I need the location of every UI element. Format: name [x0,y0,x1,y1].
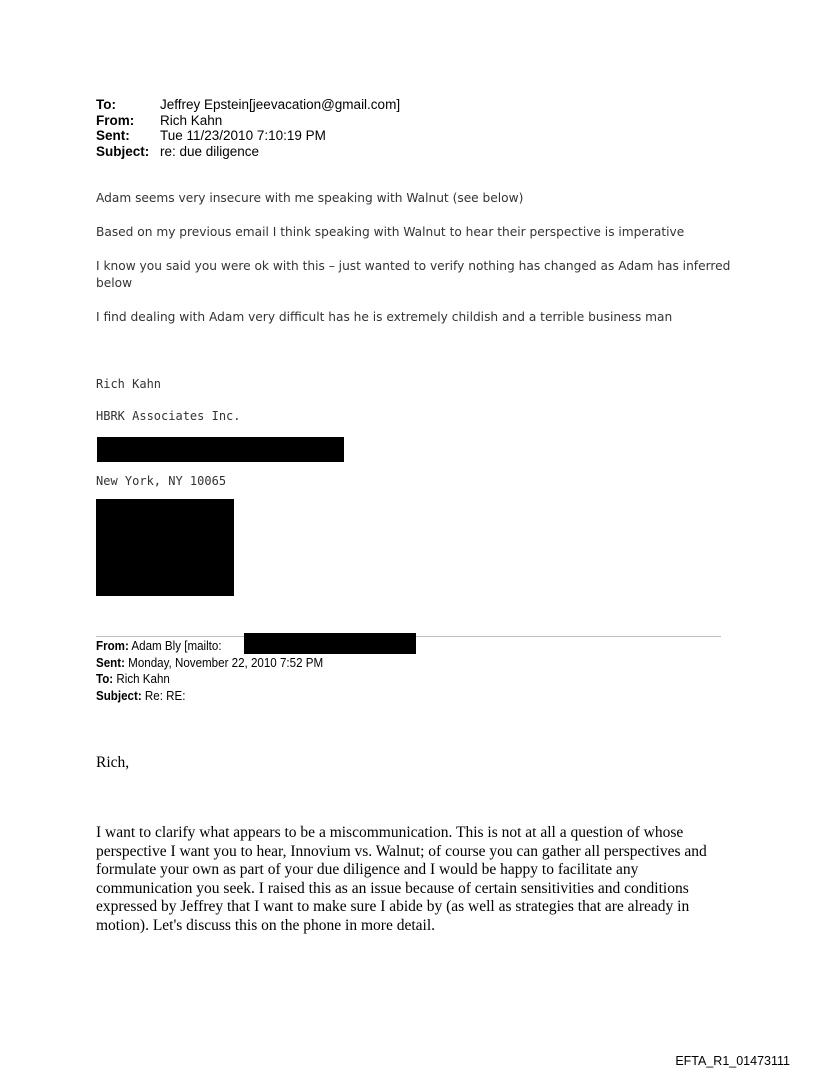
forwarded-paragraph: I want to clarify what appears to be a miscommunication. This is not at all a question of whose perspective I want you to hear, Innovium vs. Walnut; of course you can gather all perspectives and formulate your own as part of your due diligence and I would be happy to facilitate any communication you seek. I raised this as an issue because of certain sensitivities and conditions expressed by Jeffrey that I want to make sure I abide by (as well as strategies that are already in motion). Let's discuss this on the phone in more detail. [96,824,707,934]
forwarded-subject-row [96,688,323,705]
header-to-row [96,97,400,113]
header-sent-value: Tue 11/23/2010 7:10:19 PM [160,128,326,143]
header-from-label: From: [96,112,135,128]
forwarded-sent-label: Sent: [96,655,125,670]
forwarded-sent-row [96,655,323,672]
forwarded-to-row [96,671,323,688]
header-sent-row [96,128,400,144]
forwarded-to-value: Rich Kahn [116,672,170,686]
forwarded-subject-label: Subject: [96,688,142,703]
body-paragraph-4: I find dealing with Adam very difficult has he is extremely childish and a terrible business man [96,310,673,324]
header-sent-label: Sent: [96,128,130,143]
email-header [96,97,400,159]
forwarded-subject-value: Re: RE: [144,688,186,703]
redaction-block [97,437,344,462]
document-id: EFTA_R1_01473111 [675,1054,790,1068]
body-paragraph-2: Based on my previous email I think speaking with Walnut to hear their perspective is imperative [96,225,685,239]
redaction-block [244,633,416,654]
header-subject-label: Subject: [96,143,150,159]
signature-city: New York, NY 10065 [96,474,227,488]
signature-name: Rich Kahn [96,377,162,391]
forwarded-salutation: Rich, [96,754,130,771]
header-from-value: Rich Kahn [160,112,223,128]
header-to-label: To: [96,97,116,112]
redaction-block [96,499,234,596]
signature-company: HBRK Associates Inc. [96,409,241,423]
header-subject-value: re: due diligence [160,143,260,159]
body-paragraph-3: I know you said you were ok with this – just wanted to verify nothing has changed as Adam has inferred below [96,259,731,290]
body-paragraph-1: Adam seems very insecure with me speaking with Walnut (see below) [96,191,524,205]
forwarded-sent-value: Monday, November 22, 2010 7:52 PM [128,655,324,670]
forwarded-from-value: Adam Bly [mailto: [131,639,222,653]
forwarded-to-label: To: [96,672,114,686]
header-subject-row [96,144,400,160]
header-from-row [96,113,400,129]
header-to-value: Jeffrey Epstein[jeevacation@gmail.com] [160,97,401,112]
forwarded-from-label: From: [96,639,129,653]
